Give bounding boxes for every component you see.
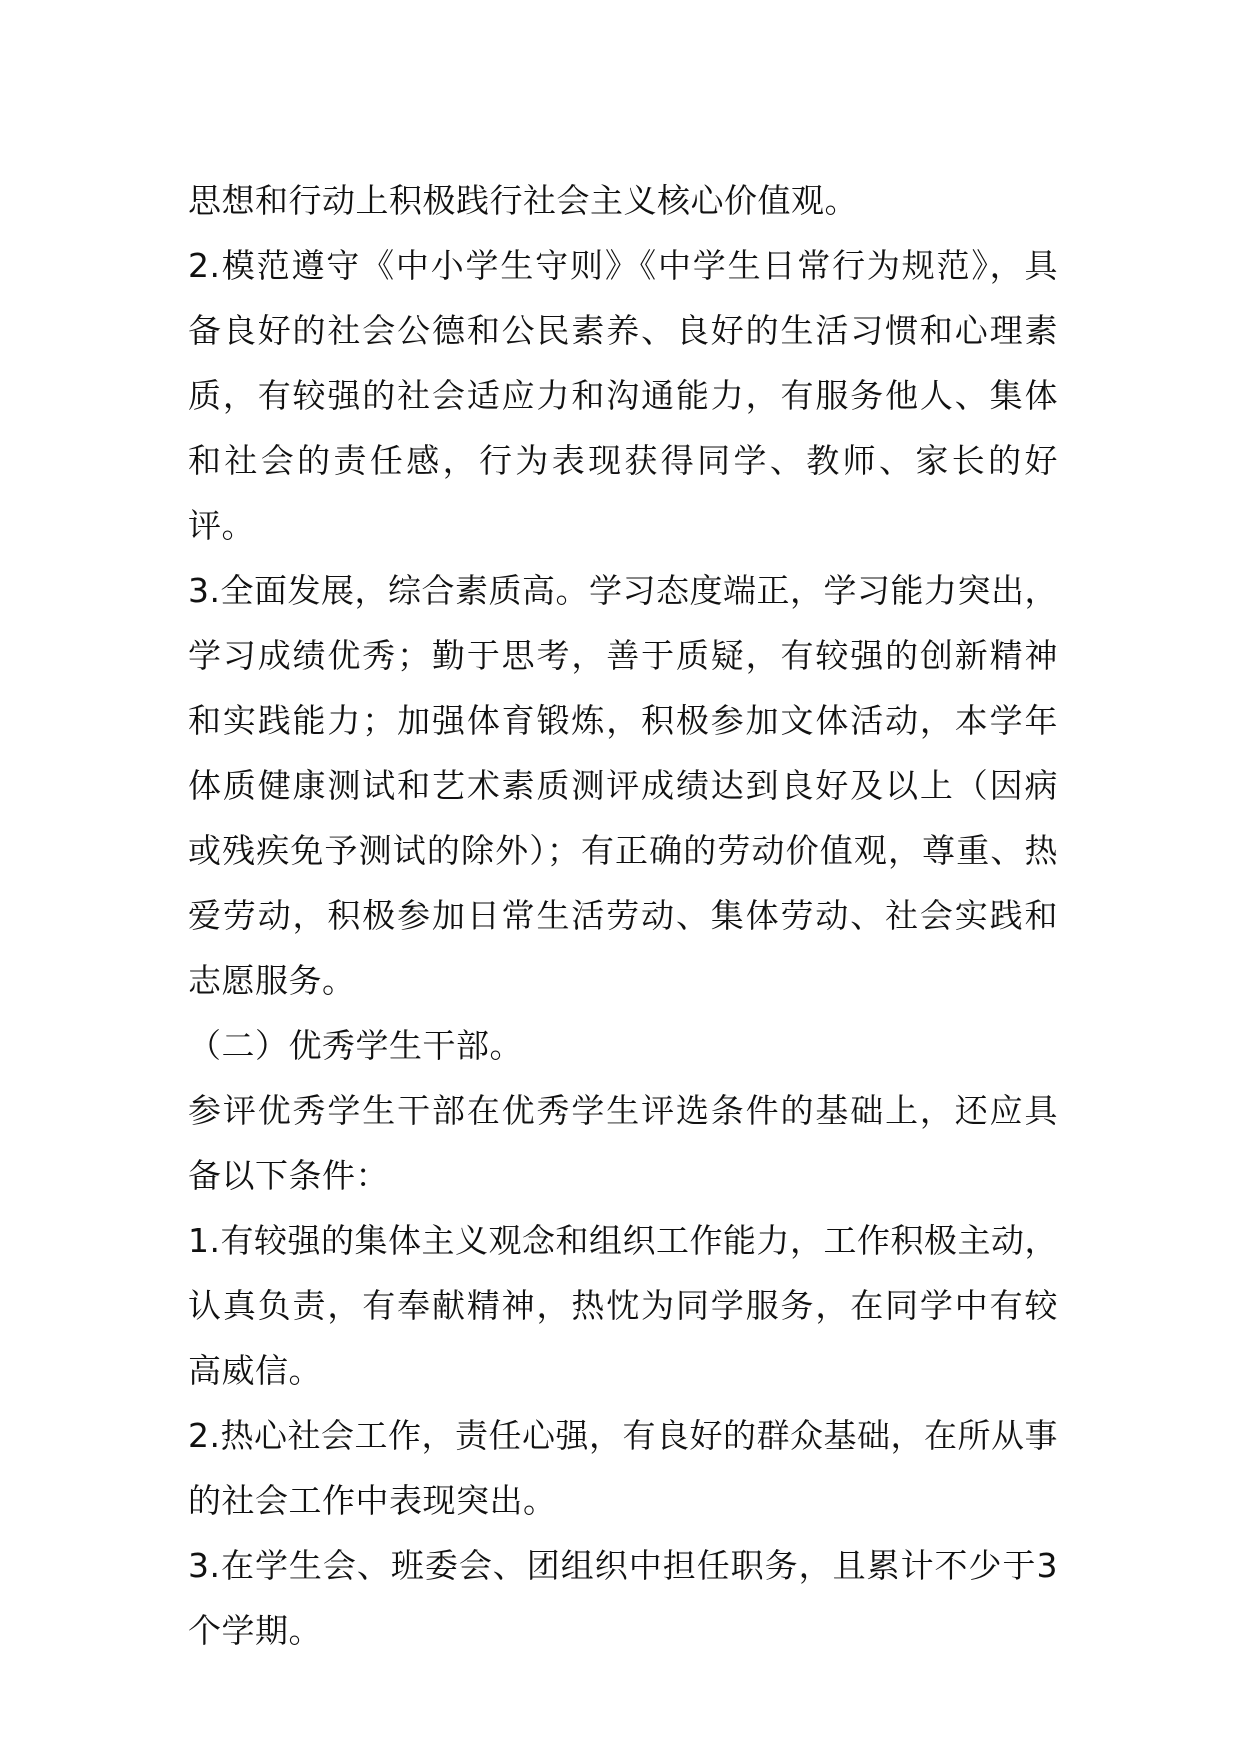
paragraph-cadre-criterion-3: 3.在学生会、班委会、团组织中担任职务，且累计不少于3个学期。 <box>188 1546 1058 1650</box>
paragraph-criterion-2: 2.模范遵守《中小学生守则》《中学生日常行为规范》，具备良好的社会公德和公民素养、良好的生活习惯和心理素质，有较强的社会适应力和沟通能力，有服务他人、集体和社会的责任感，行为表现获得同学、教师、家长的好评。 <box>188 246 1058 545</box>
paragraph-values-continuation: 思想和行动上积极践行社会主义核心价值观。 <box>188 181 858 220</box>
document-body <box>188 168 1058 1663</box>
paragraph-cadre-intro: 参评优秀学生干部在优秀学生评选条件的基础上，还应具备以下条件： <box>188 1091 1058 1195</box>
paragraph-cadre-criterion-1: 1.有较强的集体主义观念和组织工作能力，工作积极主动，认真负责，有奉献精神，热忱为同学服务，在同学中有较高威信。 <box>188 1221 1058 1390</box>
paragraph-cadre-criterion-2: 2.热心社会工作，责任心强，有良好的群众基础，在所从事的社会工作中表现突出。 <box>188 1416 1058 1520</box>
paragraph-criterion-3: 3.全面发展，综合素质高。学习态度端正，学习能力突出，学习成绩优秀；勤于思考，善于质疑，有较强的创新精神和实践能力；加强体育锻炼，积极参加文体活动，本学年体质健康测试和艺术素质测评成绩达到良好及以上（因病或残疾免予测试的除外）；有正确的劳动价值观，尊重、热爱劳动，积极参加日常生活劳动、集体劳动、社会实践和志愿服务。 <box>188 571 1058 1000</box>
section-heading-student-cadre: （二）优秀学生干部。 <box>188 1026 523 1065</box>
